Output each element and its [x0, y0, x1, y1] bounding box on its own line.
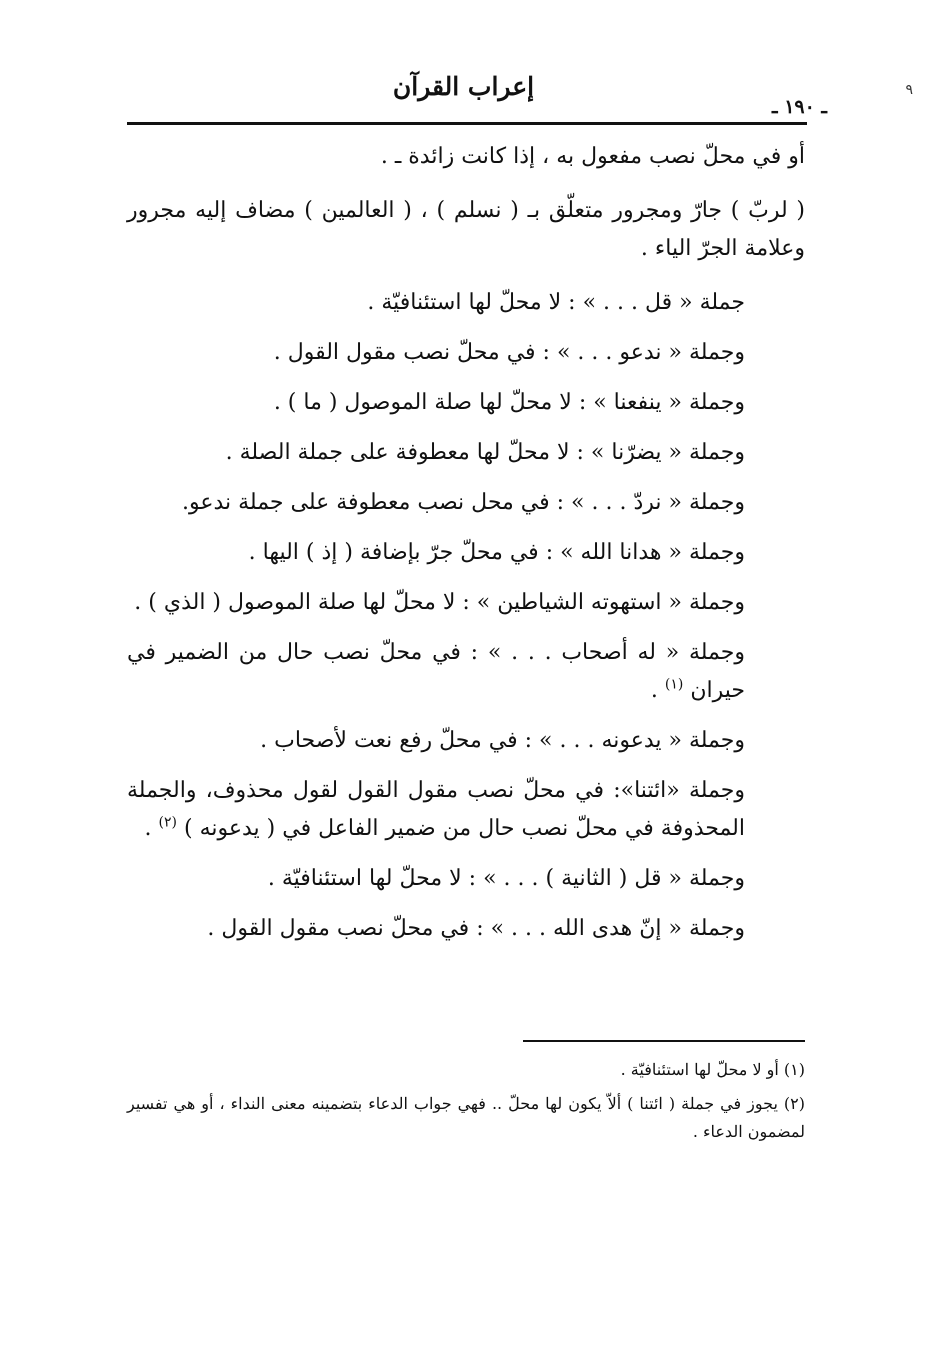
analysis-line: وجملة « يضرّنا » : لا محلّ لها معطوفة على جملة الصلة . — [225, 440, 745, 465]
analysis-line: جملة « قل . . . » : لا محلّ لها استئنافيّة . — [367, 290, 745, 315]
analysis-line: وجملة « نردّ . . . » : في محل نصب معطوفة على جملة ندعو. — [181, 490, 745, 515]
analysis-line: وجملة « هدانا الله » : في محلّ جرّ بإضافة ( إذ ) اليها . — [248, 540, 745, 565]
analysis-text: وجملة « له أصحاب . . . » : في محلّ نصب حال من الضمير في حيران — [127, 640, 745, 703]
analysis-line-itina — [127, 772, 805, 848]
analysis-end: . — [144, 816, 152, 841]
footnote-2: (٢) يجوز في جملة ( ائتنا ) ألاّ يكون لها محلّ .. فهي جواب الدعاء بتضمينه معنى النداء ، أو هي تفسير لمضمون الدعاء . — [127, 1094, 805, 1141]
page-number: ـ ١٩٠ ـ — [772, 96, 827, 118]
analysis-line: وجملة « إنّ هدى الله . . . » : في محلّ نصب مقول القول . — [207, 916, 745, 941]
running-title: إعراب القرآن — [392, 72, 535, 101]
footnote-ref-2[interactable]: (٢) — [158, 814, 178, 831]
analysis-text: وجملة «ائتنا»: في محلّ نصب مقول القول لقول محذوف، والجملة المحذوفة في محلّ نصب حال من ضمير الفاعل في ( يدعونه ) — [127, 778, 745, 841]
analysis-line: وجملة « قل ( الثانية ) . . . » : لا محلّ لها استئنافيّة . — [267, 866, 745, 891]
analysis-line-ashab — [127, 634, 805, 710]
analysis-line: وجملة « يدعونه . . . » : في محلّ رفع نعت لأصحاب . — [260, 728, 745, 753]
analysis-line: وجملة « ندعو . . . » : في محلّ نصب مقول القول . — [273, 340, 745, 365]
footnote-1: (١) أو لا محلّ لها استئنافيّة . — [620, 1060, 805, 1079]
analysis-line: وجملة « استهوته الشياطين » : لا محلّ لها صلة الموصول ( الذي ) . — [134, 590, 745, 615]
header-rule — [127, 122, 807, 125]
footnote-ref-1[interactable]: (١) — [664, 676, 684, 693]
paragraph-2: ( لربّ ) جارّ ومجرور متعلّق بـ ( نسلم ) ، ( العالمين ) مضاف إليه مجرور وعلامة الجرّ الياء . — [127, 198, 805, 261]
footnote-rule — [523, 1040, 805, 1042]
analysis-end: . — [650, 678, 658, 703]
footnotes — [127, 1056, 805, 1152]
analysis-line: وجملة « ينفعنا » : لا محلّ لها صلة الموصول ( ما ) . — [273, 390, 745, 415]
corner-mark: ٩ — [905, 82, 913, 98]
body-text — [127, 138, 805, 960]
paragraph-1: أو في محلّ نصب مفعول به ، إذا كانت زائدة ـ . — [380, 144, 805, 169]
